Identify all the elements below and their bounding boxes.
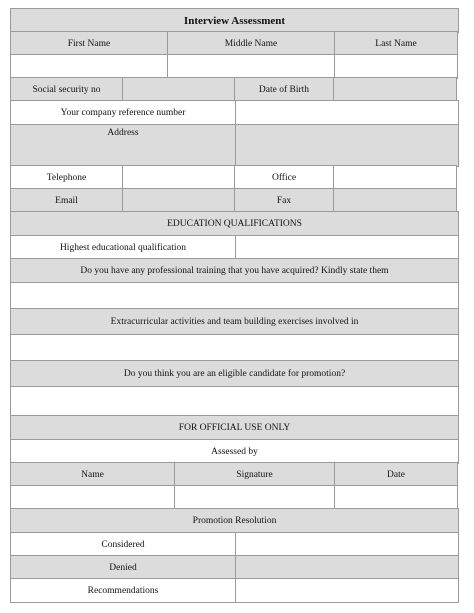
- highest-qualification-field[interactable]: [235, 235, 459, 260]
- email-field[interactable]: [122, 188, 235, 213]
- first-name-label: First Name: [10, 31, 168, 56]
- assessor-name-field[interactable]: [10, 485, 175, 510]
- last-name-field[interactable]: [334, 54, 458, 79]
- education-header: EDUCATION QUALIFICATIONS: [10, 211, 459, 237]
- promotion-resolution-row: [10, 508, 459, 533]
- assessor-signature-field[interactable]: [174, 485, 335, 510]
- address-field[interactable]: [235, 124, 459, 167]
- promotion-answer-row: [10, 386, 459, 416]
- first-name-field[interactable]: [10, 54, 168, 79]
- title-row: [10, 8, 459, 32]
- address-row: [10, 124, 459, 166]
- ssn-dob-row: [10, 77, 459, 101]
- telephone-label: Telephone: [10, 165, 123, 190]
- dob-label: Date of Birth: [234, 77, 334, 102]
- recommendations-row: [10, 578, 459, 602]
- recommendations-label: Recommendations: [10, 578, 236, 603]
- fax-label: Fax: [234, 188, 334, 213]
- address-label: Address: [10, 124, 236, 167]
- promotion-resolution-header: Promotion Resolution: [10, 508, 459, 534]
- dob-field[interactable]: [333, 77, 457, 102]
- company-ref-field[interactable]: [235, 100, 459, 126]
- extracurricular-answer-field[interactable]: [10, 334, 459, 362]
- office-label: Office: [234, 165, 334, 190]
- assessor-date-label: Date: [334, 462, 458, 487]
- assessor-name-label: Name: [10, 462, 175, 487]
- middle-name-label: Middle Name: [167, 31, 335, 56]
- assessor-labels-row: [10, 462, 459, 486]
- telephone-row: [10, 165, 459, 189]
- extracurricular-question: Extracurricular activities and team building exercises involved in: [10, 308, 459, 336]
- denied-row: [10, 555, 459, 579]
- official-header-row: [10, 415, 459, 440]
- extracurricular-question-row: [10, 308, 459, 335]
- extracurricular-answer-row: [10, 334, 459, 361]
- last-name-label: Last Name: [334, 31, 458, 56]
- promotion-question-row: [10, 360, 459, 387]
- recommendations-field[interactable]: [235, 578, 459, 603]
- training-question: Do you have any professional training that you have acquired? Kindly state them: [10, 258, 459, 284]
- official-use-header: FOR OFFICIAL USE ONLY: [10, 415, 459, 441]
- education-header-row: [10, 211, 459, 236]
- training-question-row: [10, 258, 459, 283]
- office-field[interactable]: [333, 165, 457, 190]
- promotion-answer-field[interactable]: [10, 386, 459, 417]
- email-label: Email: [10, 188, 123, 213]
- form-title: Interview Assessment: [10, 8, 459, 33]
- assessor-date-field[interactable]: [334, 485, 458, 510]
- training-answer-row: [10, 282, 459, 309]
- considered-row: [10, 532, 459, 556]
- telephone-field[interactable]: [122, 165, 235, 190]
- company-ref-label: Your company reference number: [10, 100, 236, 126]
- assessed-by-row: [10, 439, 459, 463]
- email-row: [10, 188, 459, 212]
- considered-field[interactable]: [235, 532, 459, 557]
- assessor-fields-row: [10, 485, 459, 509]
- assessor-signature-label: Signature: [174, 462, 335, 487]
- highest-qualification-label: Highest educational qualification: [10, 235, 236, 260]
- ssn-field[interactable]: [122, 77, 235, 102]
- denied-label: Denied: [10, 555, 236, 580]
- assessed-by-label: Assessed by: [10, 439, 459, 464]
- fax-field[interactable]: [333, 188, 457, 213]
- promotion-question: Do you think you are an eligible candidate for promotion?: [10, 360, 459, 388]
- middle-name-field[interactable]: [167, 54, 335, 79]
- ssn-label: Social security no: [10, 77, 123, 102]
- name-fields-row: [10, 54, 459, 78]
- name-labels-row: [10, 31, 459, 55]
- highest-qualification-row: [10, 235, 459, 259]
- considered-label: Considered: [10, 532, 236, 557]
- denied-field[interactable]: [235, 555, 459, 580]
- company-ref-row: [10, 100, 459, 125]
- training-answer-field[interactable]: [10, 282, 459, 310]
